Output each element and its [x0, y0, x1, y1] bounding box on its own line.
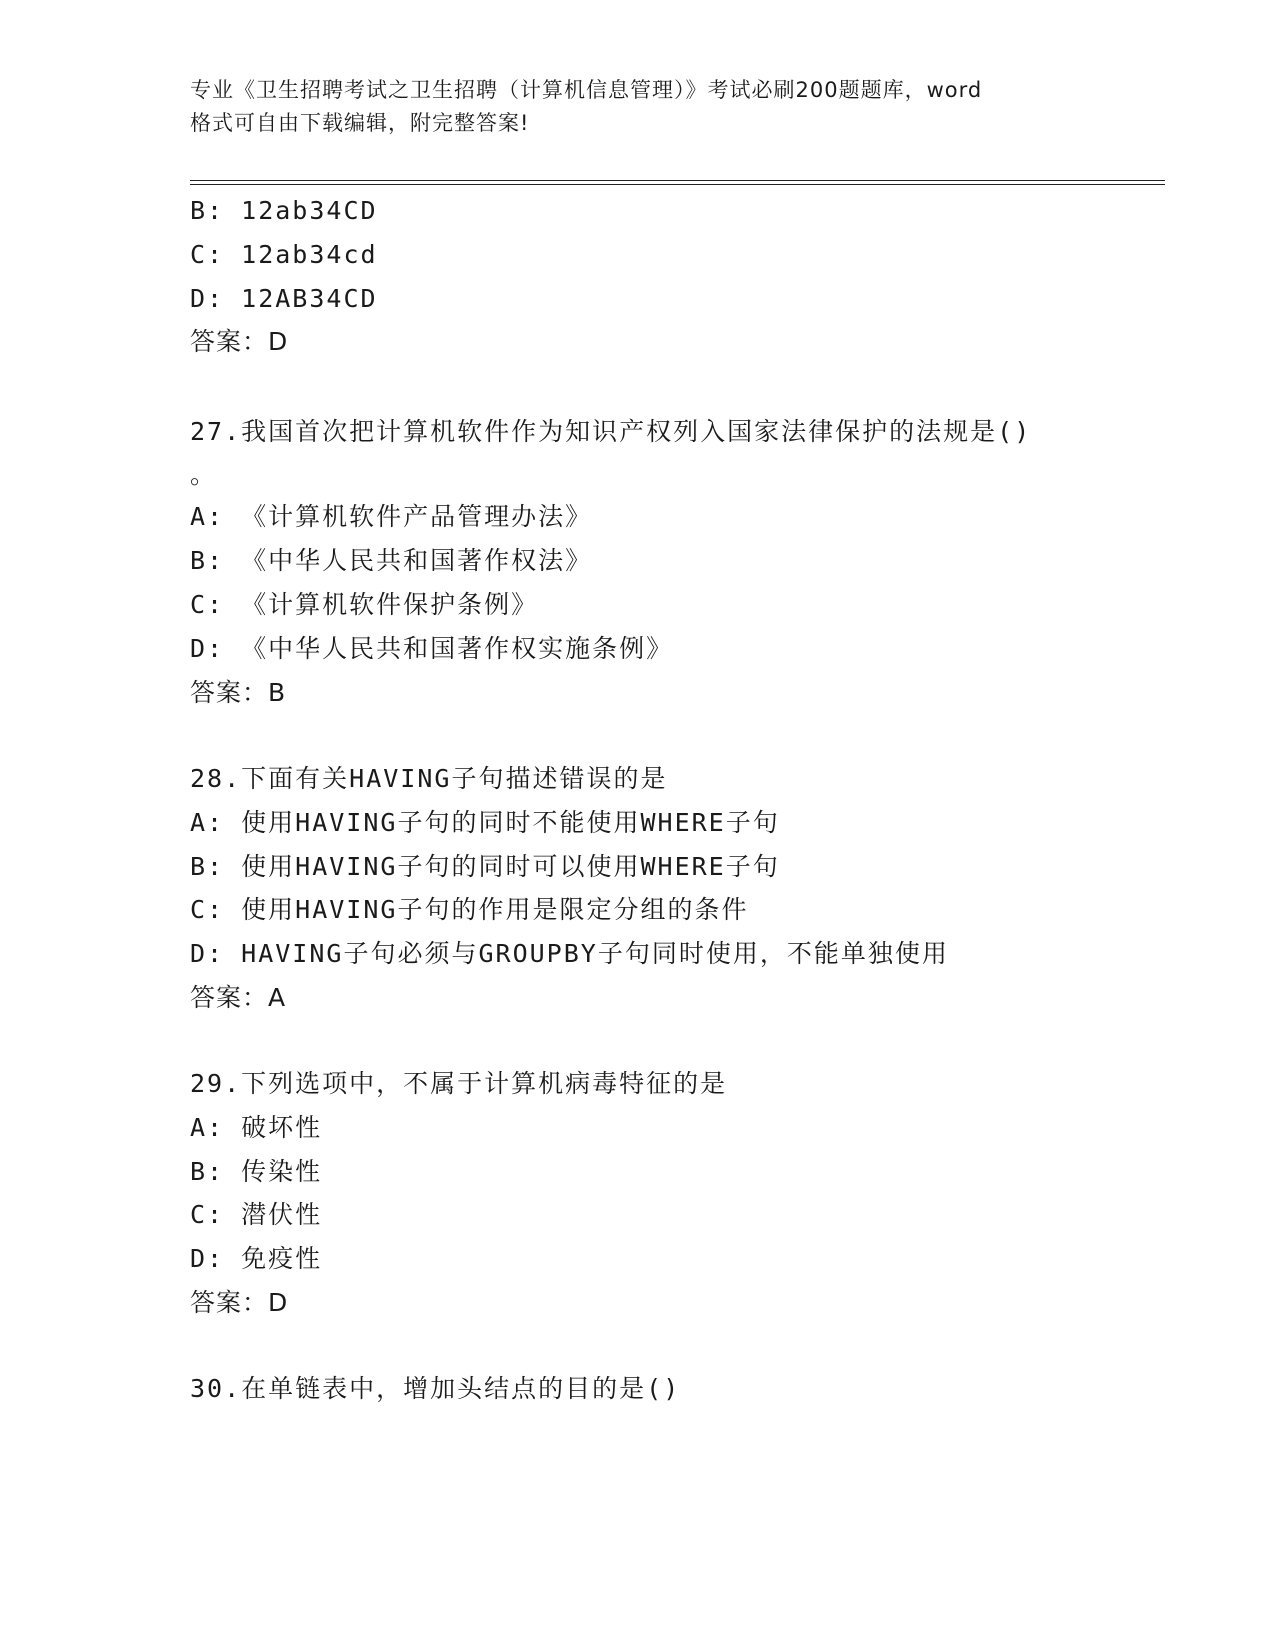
q29-question: 29.下列选项中，不属于计算机病毒特征的是: [190, 1069, 728, 1098]
q29-option-a: A: 破坏性: [190, 1113, 323, 1142]
document-header: [190, 74, 1110, 140]
q28-option-d: D: HAVING子句必须与GROUPBY子句同时使用，不能单独使用: [190, 939, 949, 968]
q27-option-c: C: 《计算机软件保护条例》: [190, 590, 539, 619]
q26-option-c: C: 12ab34cd: [190, 240, 378, 269]
q28-option-c: C: 使用HAVING子句的作用是限定分组的条件: [190, 895, 749, 924]
q29-option-c: C: 潜伏性: [190, 1200, 323, 1229]
q28-option-b: B: 使用HAVING子句的同时可以使用WHERE子句: [190, 852, 780, 881]
q28-option-a: A: 使用HAVING子句的同时不能使用WHERE子句: [190, 808, 780, 837]
q27-question-continuation: 。: [190, 460, 218, 489]
q28-question: 28.下面有关HAVING子句描述错误的是: [190, 764, 668, 793]
q27-option-d: D: 《中华人民共和国著作权实施条例》: [190, 634, 674, 663]
q27-question: 27.我国首次把计算机软件作为知识产权列入国家法律保护的法规是(): [190, 417, 1032, 446]
header-divider: [190, 180, 1165, 185]
q27-option-a: A: 《计算机软件产品管理办法》: [190, 502, 593, 531]
header-title-line-1: 专业《卫生招聘考试之卫生招聘（计算机信息管理）》考试必刷200题题库，word: [190, 78, 983, 102]
q26-answer: 答案：D: [190, 327, 289, 356]
header-title-line-2: 格式可自由下载编辑，附完整答案!: [190, 111, 530, 135]
q29-option-d: D: 免疫性: [190, 1244, 323, 1273]
q26-option-b: B: 12ab34CD: [190, 196, 378, 225]
q26-option-d: D: 12AB34CD: [190, 284, 378, 313]
q27-option-b: B: 《中华人民共和国著作权法》: [190, 546, 593, 575]
q28-answer: 答案：A: [190, 983, 287, 1012]
q27-answer: 答案：B: [190, 678, 287, 707]
q29-answer: 答案：D: [190, 1288, 289, 1317]
q29-option-b: B: 传染性: [190, 1157, 323, 1186]
q30-question: 30.在单链表中，增加头结点的目的是(): [190, 1374, 681, 1403]
